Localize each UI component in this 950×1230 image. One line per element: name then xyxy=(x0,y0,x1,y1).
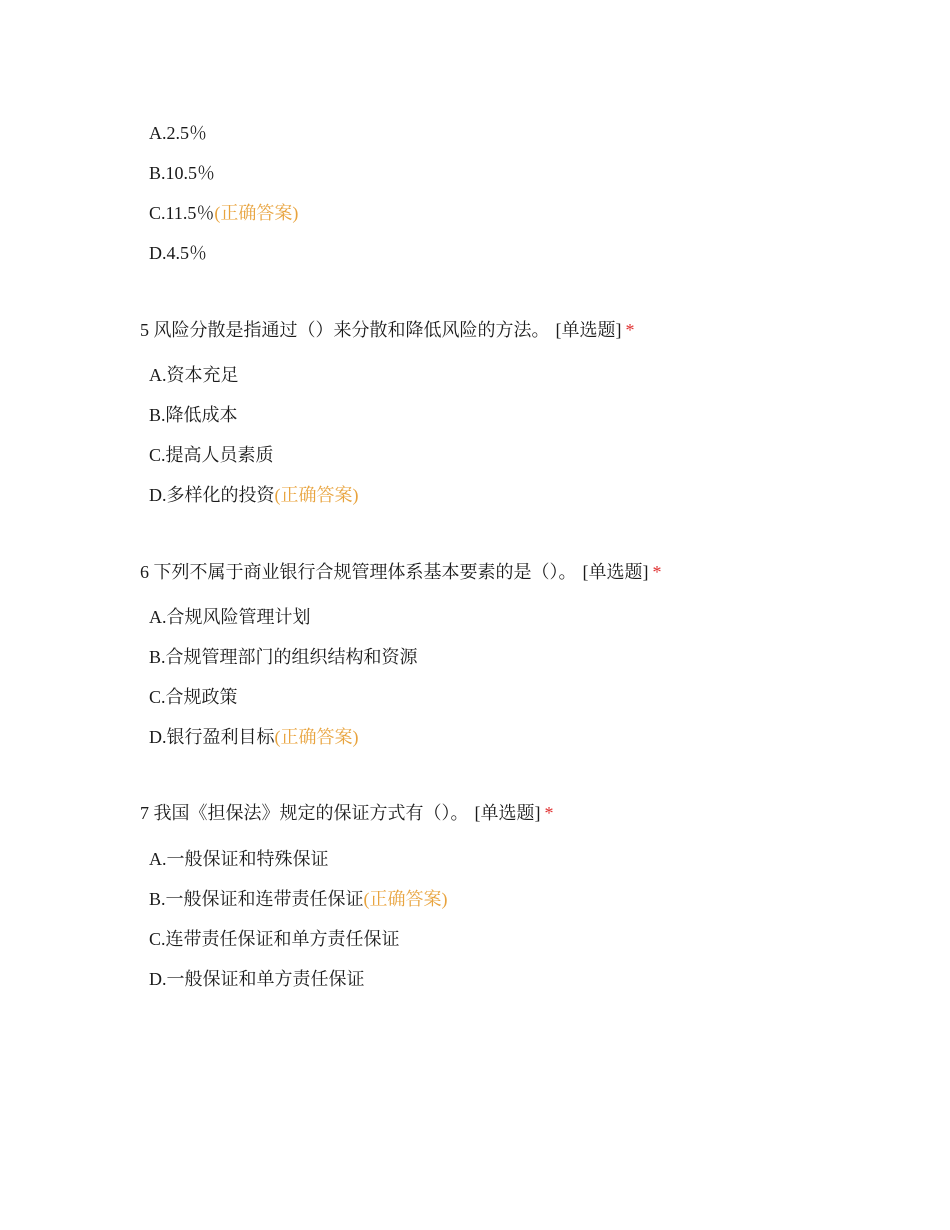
question-text: 6 下列不属于商业银行合规管理体系基本要素的是（）。 xyxy=(140,562,577,582)
q6-option-a xyxy=(149,606,311,628)
question-type: [单选题] xyxy=(582,562,649,582)
option-text: D.银行盈利目标 xyxy=(149,727,275,747)
option-text: D.一般保证和单方责任保证 xyxy=(149,969,365,989)
question-text: 5 风险分散是指通过（）来分散和降低风险的方法。 xyxy=(140,320,550,340)
q7-option-a xyxy=(149,848,329,870)
option-text: A.2.5％ xyxy=(149,123,207,143)
option-text: C.连带责任保证和单方责任保证 xyxy=(149,929,400,949)
option-text: C.提高人员素质 xyxy=(149,445,274,465)
q7-option-c xyxy=(149,928,400,950)
q7-title xyxy=(140,802,554,824)
q5-option-d xyxy=(149,484,359,506)
option-text: C.11.5％ xyxy=(149,203,215,223)
option-text: B.降低成本 xyxy=(149,405,238,425)
question-type: [单选题] xyxy=(474,803,541,823)
q4-option-a xyxy=(149,122,207,144)
required-mark: * xyxy=(544,803,554,823)
correct-answer-label: (正确答案) xyxy=(363,889,448,909)
correct-answer-label: (正确答案) xyxy=(214,203,299,223)
q6-option-c xyxy=(149,686,238,708)
q5-option-c xyxy=(149,444,274,466)
option-text: C.合规政策 xyxy=(149,687,238,707)
option-text: A.合规风险管理计划 xyxy=(149,607,311,627)
q4-option-c xyxy=(149,202,298,224)
q4-option-d xyxy=(149,242,207,264)
option-text: A.一般保证和特殊保证 xyxy=(149,849,329,869)
q4-option-b xyxy=(149,162,215,184)
q6-title xyxy=(140,561,662,583)
option-text: B.合规管理部门的组织结构和资源 xyxy=(149,647,418,667)
q7-option-b xyxy=(149,888,448,910)
q7-option-d xyxy=(149,968,365,990)
q6-option-d xyxy=(149,726,359,748)
option-text: B.10.5％ xyxy=(149,163,216,183)
question-text: 7 我国《担保法》规定的保证方式有（）。 xyxy=(140,803,469,823)
question-type: [单选题] xyxy=(555,320,622,340)
option-text: D.多样化的投资 xyxy=(149,485,275,505)
q5-option-a xyxy=(149,364,239,386)
q5-option-b xyxy=(149,404,238,426)
q5-title xyxy=(140,319,635,341)
correct-answer-label: (正确答案) xyxy=(274,727,359,747)
option-text: D.4.5％ xyxy=(149,243,207,263)
required-mark: * xyxy=(652,562,662,582)
option-text: B.一般保证和连带责任保证 xyxy=(149,889,364,909)
option-text: A.资本充足 xyxy=(149,365,239,385)
q6-option-b xyxy=(149,646,418,668)
correct-answer-label: (正确答案) xyxy=(274,485,359,505)
required-mark: * xyxy=(625,320,635,340)
